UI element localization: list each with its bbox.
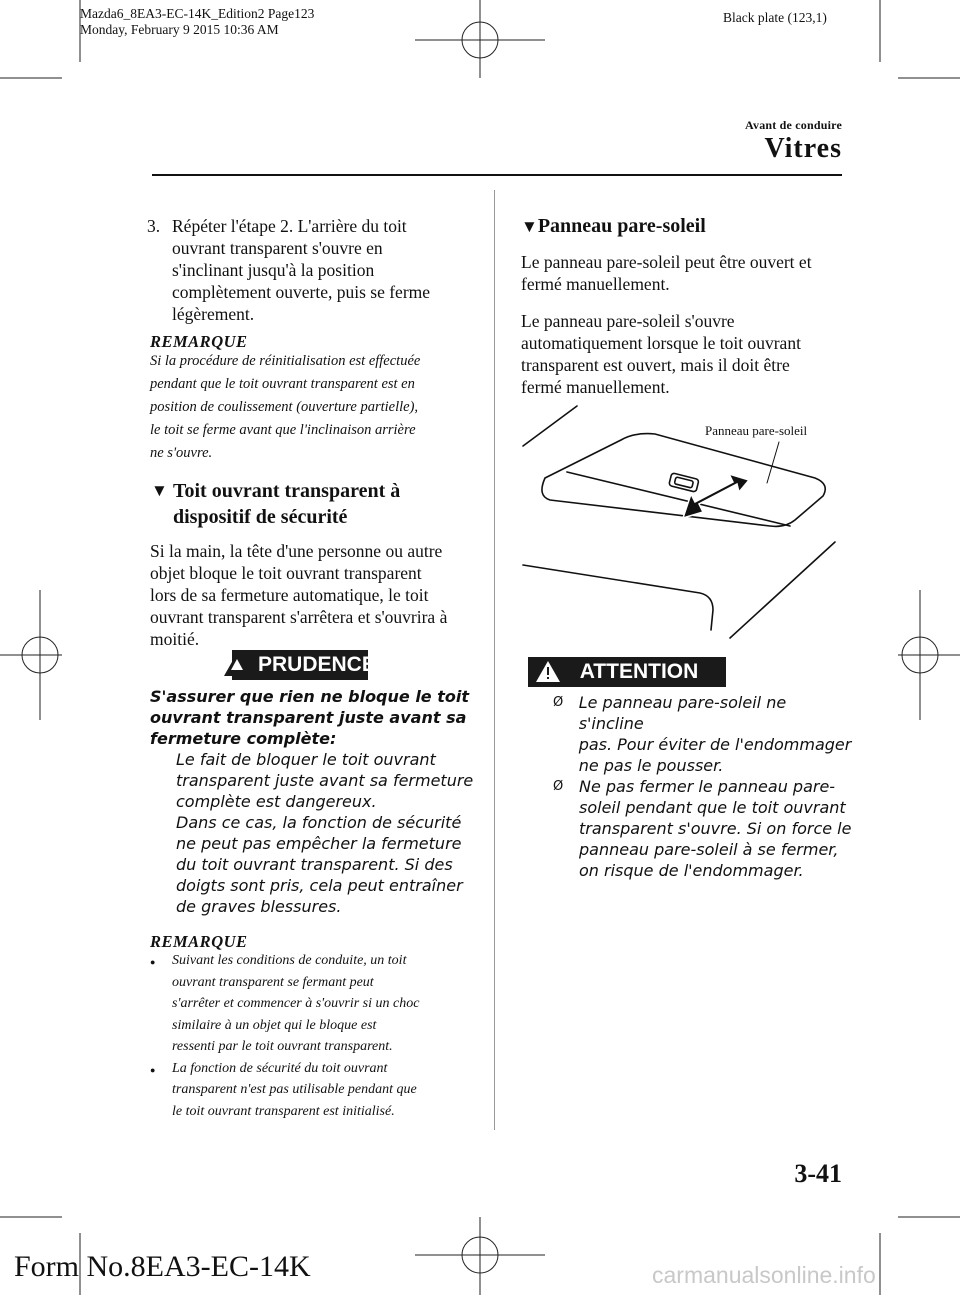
list-line: panneau pare-soleil à se fermer, xyxy=(579,840,839,859)
safety-paragraph xyxy=(150,540,495,650)
bullet-icon: ● xyxy=(150,957,156,967)
list-line: s'arrêter et commencer à s'ouvrir si un choc xyxy=(172,996,420,1011)
sunshade-panel-outline xyxy=(542,434,825,527)
step-3-line: complètement ouverte, puis se ferme xyxy=(172,282,431,302)
list-item xyxy=(150,1058,495,1123)
para-line: lors de sa fermeture automatique, le toit xyxy=(150,585,429,605)
note-line: pendant que le toit ouvrant transparent est en xyxy=(150,376,415,392)
step-3-line: légèrement. xyxy=(172,304,255,324)
figure-label: Panneau pare-soleil xyxy=(705,423,808,438)
headliner-line xyxy=(523,565,713,630)
pillar-line xyxy=(730,542,835,638)
para-line: automatiquement lorsque le toit ouvrant xyxy=(521,333,801,353)
para-line: Le panneau pare-soleil peut être ouvert et xyxy=(521,252,812,272)
list-item xyxy=(553,692,853,776)
heading-text: Panneau pare-soleil xyxy=(537,215,706,237)
list-line: Le panneau pare-soleil ne s'incline xyxy=(578,693,787,733)
para-line: fermé manuellement. xyxy=(521,377,670,397)
note-line: ne s'ouvre. xyxy=(150,445,213,461)
prudence-lead-line: S'assurer que rien ne bloque le toit xyxy=(150,687,469,706)
warning-icon-mark xyxy=(547,667,549,675)
prudence-line: du toit ouvrant transparent. Si des xyxy=(176,855,453,874)
list-line: transparent n'est pas utilisable pendant que xyxy=(172,1082,417,1097)
list-line: le toit ouvrant transparent est initialisé. xyxy=(172,1103,395,1119)
prudence-line: doigts sont pris, cela peut entraîner xyxy=(176,876,463,895)
list-line: similaire à un objet qui le bloque est xyxy=(172,1017,377,1033)
chapter-title: Vitres xyxy=(764,133,842,164)
roof-edge-line xyxy=(523,406,577,446)
warning-icon-inner xyxy=(231,659,243,670)
note-line: le toit se ferme avant que l'inclinaison arrière xyxy=(150,422,416,438)
label-leader xyxy=(767,442,779,483)
attention-label: ATTENTION xyxy=(579,660,699,683)
list-line: Suivant les conditions de conduite, un toit xyxy=(172,953,407,968)
bullet-icon: ● xyxy=(150,1064,156,1075)
step-3-line: ouvrant transparent s'ouvre en xyxy=(172,238,383,258)
step-3 xyxy=(147,215,492,325)
para-line: objet bloque le toit ouvrant transparent xyxy=(150,563,422,583)
para-line: transparent est ouvert, mais il doit être xyxy=(521,355,790,375)
prudence-lead-line: ouvrant transparent juste avant sa xyxy=(150,708,467,727)
list-item xyxy=(553,776,853,881)
remarque-heading: REMARQUE xyxy=(150,332,248,351)
attention-banner xyxy=(528,657,726,687)
para-line: Si la main, la tête d'une personne ou autre xyxy=(150,541,443,561)
prudence-line: transparent juste avant sa fermeture xyxy=(176,771,474,790)
list-item xyxy=(150,950,495,1058)
arrow-bullet-icon: Ø xyxy=(553,779,564,794)
list-line: pas. Pour éviter de l'endommager xyxy=(578,735,852,754)
arrow-bullet-icon: Ø xyxy=(553,695,564,710)
list-line: transparent s'ouvre. Si on force le xyxy=(579,819,852,838)
step-3-line: Répéter l'étape 2. L'arrière du toit xyxy=(172,216,407,236)
note-line: position de coulissement (ouverture partielle), xyxy=(150,399,419,415)
header-rule xyxy=(152,174,842,176)
prudence-body xyxy=(176,749,496,917)
step-3-number: 3. xyxy=(147,216,161,236)
sunshade-para-2 xyxy=(521,310,851,398)
para-line: fermé manuellement. xyxy=(521,274,670,294)
remarque-heading-2: REMARQUE xyxy=(150,932,248,951)
prudence-lead xyxy=(150,686,495,749)
prudence-label: PRUDENCE xyxy=(258,653,376,676)
prudence-line: complète est dangereux. xyxy=(176,792,377,811)
prudence-line: Dans ce cas, la fonction de sécurité xyxy=(176,813,462,832)
remarque-note xyxy=(150,350,490,465)
para-line: Le panneau pare-soleil s'ouvre xyxy=(521,311,735,331)
file-info-line2: Monday, February 9 2015 10:36 AM xyxy=(80,22,279,37)
list-line: ne pas le pousser. xyxy=(578,756,724,775)
attention-list xyxy=(553,692,853,881)
remarque-list xyxy=(150,950,495,1122)
heading-line: Toit ouvrant transparent à xyxy=(173,480,401,502)
heading-line: dispositif de sécurité xyxy=(173,506,348,528)
para-line: ouvrant transparent s'arrêtera et s'ouvrira à xyxy=(150,607,448,627)
panel-seam xyxy=(567,472,790,526)
prudence-line: de graves blessures. xyxy=(176,897,342,916)
panel-handle xyxy=(669,473,699,492)
list-line: on risque de l'endommager. xyxy=(579,861,804,880)
prudence-line: ne peut pas empêcher la fermeture xyxy=(176,834,462,853)
panel-handle-inner xyxy=(674,477,693,488)
list-line: ouvrant transparent se fermant peut xyxy=(172,974,374,990)
section-title: Avant de conduire xyxy=(745,118,842,132)
prudence-banner xyxy=(232,650,376,680)
heading-marker-icon: ▼ xyxy=(521,217,538,236)
para-line: moitié. xyxy=(150,629,200,649)
plate-label: Black plate (123,1) xyxy=(723,10,827,25)
step-3-line: s'inclinant jusqu'à la position xyxy=(172,260,375,280)
page-number: 3-41 xyxy=(794,1159,842,1188)
file-info-line1: Mazda6_8EA3-EC-14K_Edition2 Page123 xyxy=(80,6,315,21)
warning-icon-dot xyxy=(547,677,549,679)
sunshade-para-1 xyxy=(521,251,851,295)
form-number: Form No.8EA3-EC-14K xyxy=(14,1250,311,1283)
section-heading-sunshade xyxy=(521,213,706,240)
file-info xyxy=(80,6,314,38)
prudence-lead-line: fermeture complète: xyxy=(150,729,337,748)
list-line: La fonction de sécurité du toit ouvrant xyxy=(172,1060,388,1076)
list-line: soleil pendant que le toit ouvrant xyxy=(579,798,846,817)
note-line: Si la procédure de réinitialisation est effectuée xyxy=(150,353,421,369)
watermark: carmanualsonline.info xyxy=(652,1262,876,1288)
list-line: ressenti par le toit ouvrant transparent. xyxy=(172,1039,393,1054)
heading-marker-icon: ▼ xyxy=(151,481,168,500)
list-line: Ne pas fermer le panneau pare- xyxy=(579,777,836,796)
section-heading-safety xyxy=(151,478,491,530)
prudence-line: Le fait de bloquer le toit ouvrant xyxy=(176,750,436,769)
